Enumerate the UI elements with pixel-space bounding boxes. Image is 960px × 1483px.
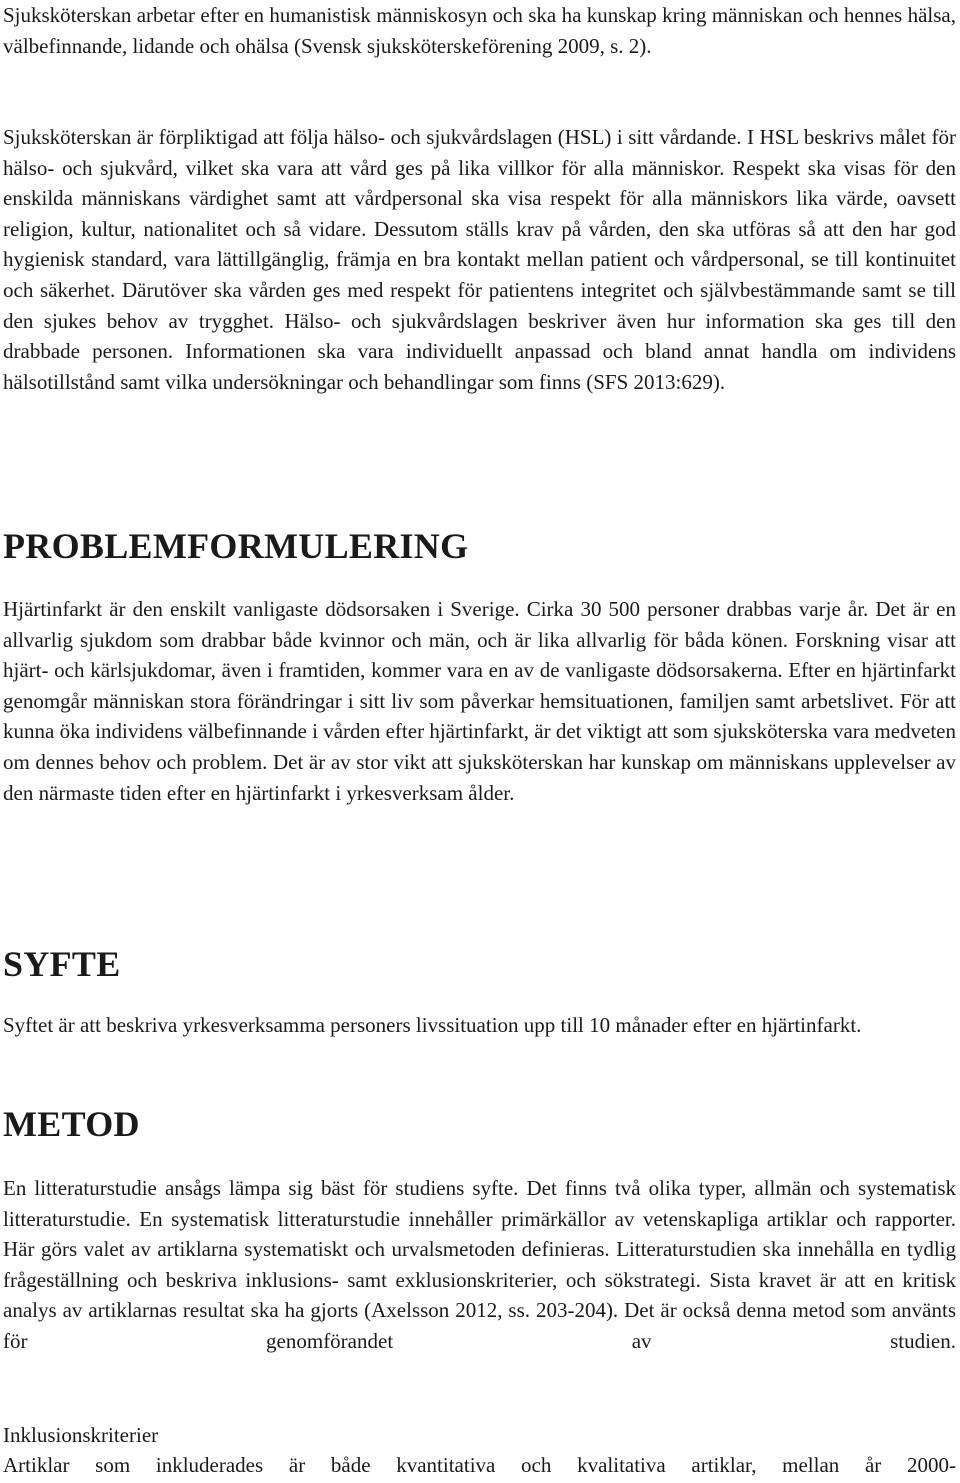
intro-paragraph-2: Sjuksköterskan är förpliktigad att följa hälso- och sjukvårdslagen (HSL) i sitt vårdande. I HSL beskrivs målet för hälso- och sjukvård, vilket ska vara att vård ges på lika villkor för alla människor. Respekt ska visas för den enskilda människans värdighet samt att vårdpersonal ska visa respekt för alla människors lika värde, oavsett religion, kultur, nationalitet och så vidare. Dessutom ställs krav på vården, den ska utföras så att den har god hygienisk standard, vara lättillgänglig, främja en bra kontakt mellan patient och vårdpersonal, se till kontinuitet och säkerhet. Därutöver ska vården ges med respekt för patientens integritet och självbestämmande samt se till den sjukes behov av trygghet. Hälso- och sjukvårdslagen beskriver även hur information ska ges till den drabbade personen. Informationen ska vara individuellt anpassad och bland annat handla om individens hälsotillstånd samt vilka undersökningar och behandlingar som finns (SFS 2013:629). [3, 125, 956, 394]
syfte-heading: SYFTE [3, 944, 121, 984]
inklusion-section [3, 1420, 956, 1480]
problem-heading: PROBLEMFORMULERING [3, 526, 469, 566]
metod-section [3, 1104, 956, 1144]
metod-body [3, 1173, 956, 1357]
intro-section [3, 0, 956, 61]
problem-section [3, 526, 956, 566]
inklusion-paragraph: Artiklar som inkluderades är både kvantitativa och kvalitativa artiklar, mellan år 2000- [3, 1453, 956, 1477]
intro-paragraph-1: Sjuksköterskan arbetar efter en humanistisk människosyn och ska ha kunskap kring människan och hennes hälsa, välbefinnande, lidande och ohälsa (Svensk sjuksköterskeförening 2009, s. 2). [3, 3, 956, 58]
metod-heading: METOD [3, 1104, 140, 1144]
syfte-paragraph: Syftet är att beskriva yrkesverksamma personers livssituation upp till 10 månader efter en hjärtinfarkt. [3, 1013, 862, 1037]
intro-section-2 [3, 122, 956, 397]
inklusion-subheading: Inklusionskriterier [3, 1423, 159, 1447]
problem-body [3, 594, 956, 808]
problem-paragraph: Hjärtinfarkt är den enskilt vanligaste dödsorsaken i Sverige. Cirka 30 500 personer drabbas varje år. Det är en allvarlig sjukdom som drabbar både kvinnor och män, och är lika allvarlig för båda könen. Forskning visar att hjärt- och kärlsjukdomar, även i framtiden, kommer vara en av de vanligaste dödsorsakerna. Efter en hjärtinfarkt genomgår människan stora förändringar i sitt liv som påverkar hemsituationen, familjen samt arbetslivet. För att kunna öka individens välbefinnande i vården efter hjärtinfarkt, är det viktigt att som sjuksköterska vara medveten om dennes behov och problem. Det är av stor vikt att sjuksköterskan har kunskap om människans upplevelser av den närmaste tiden efter en hjärtinfarkt i yrkesverksam ålder. [3, 597, 956, 805]
syfte-body [3, 1010, 956, 1041]
metod-paragraph: En litteraturstudie ansågs lämpa sig bäst för studiens syfte. Det finns två olika typer, allmän och systematisk litteraturstudie. En systematisk litteraturstudie innehåller primärkällor av vetenskapliga artiklar och rapporter. Här görs valet av artiklarna systematiskt och urvalsmetoden definieras. Litteraturstudien ska innehålla en tydlig frågeställning och beskriva inklusions- samt exklusionskriterier, och sökstrategi. Sista kravet är att en kritisk analys av artiklarnas resultat ska ha gjorts (Axelsson 2012, ss. 203-204). Det är också denna metod som använts för genomförandet av studien. [3, 1176, 956, 1353]
syfte-section [3, 944, 956, 984]
